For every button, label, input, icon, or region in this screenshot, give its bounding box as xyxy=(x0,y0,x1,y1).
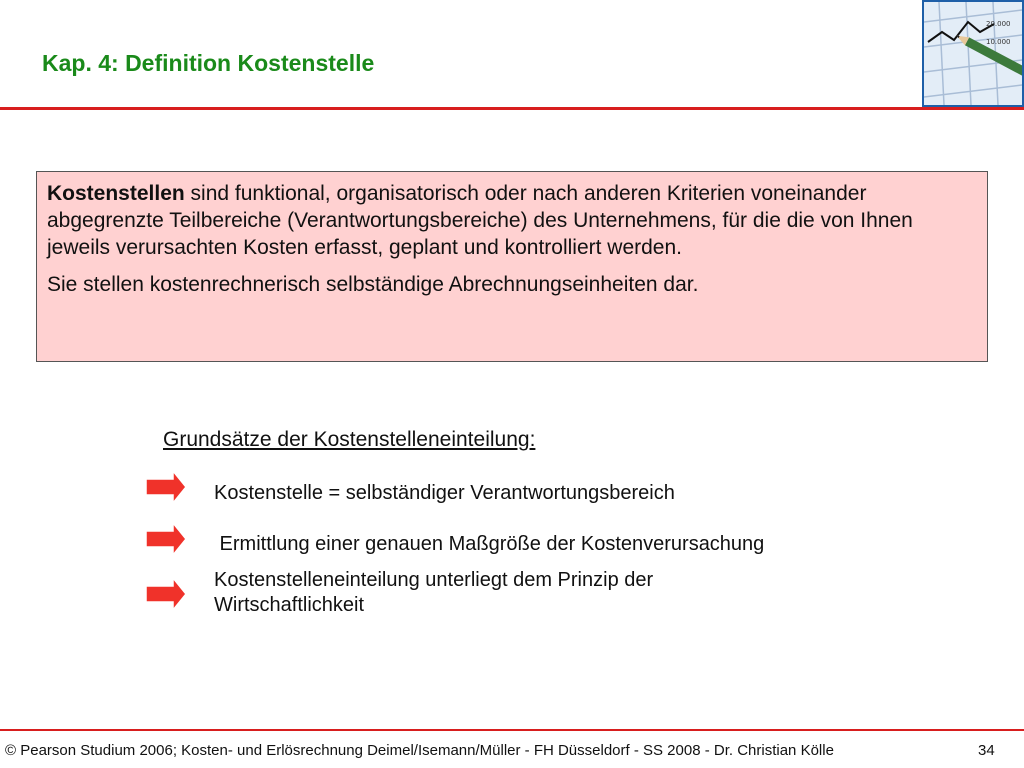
arrow-icon xyxy=(145,522,187,556)
arrow-icon xyxy=(145,470,187,504)
principles-heading: Grundsätze der Kostenstelleneinteilung: xyxy=(163,428,536,451)
definition-text: sind funktional, organisatorisch oder nach anderen Kriterien voneinander abgegrenzte Teilbereiche (Verantwortungsbereiche) des Unternehmens, für die die von Ihnen jeweils verursachten Kosten erfasst, geplant und kontrolliert werden. xyxy=(47,182,913,259)
footer-divider xyxy=(0,729,1024,731)
definition-second-paragraph: Sie stellen kostenrechnerisch selbständige Abrechnungseinheiten dar. xyxy=(47,273,699,296)
definition-paragraph xyxy=(47,180,977,261)
definition-term: Kostenstellen xyxy=(47,182,185,205)
slide-title: Kap. 4: Definition Kostenstelle xyxy=(42,50,375,76)
arrow-icon xyxy=(145,577,187,611)
footer-text: © Pearson Studium 2006; Kosten- und Erlösrechnung Deimel/Isemann/Müller - FH Düsseldorf - SS 2008 - Dr. Christian Kölle xyxy=(5,742,834,759)
header-divider xyxy=(0,107,1024,110)
logo-value-2: 10.000 xyxy=(986,38,1011,46)
principle-item-3: Kostenstelleneinteilung unterliegt dem Prinzip der Wirtschaftlichkeit xyxy=(214,569,654,616)
principle-item-2: Ermittlung einer genauen Maßgröße der Kostenverursachung xyxy=(214,533,765,555)
definition-box xyxy=(36,171,988,362)
principle-item-1: Kostenstelle = selbständiger Verantwortungsbereich xyxy=(214,482,675,504)
page-number: 34 xyxy=(978,742,995,759)
logo-value-1: 20.000 xyxy=(986,20,1011,28)
chart-pencil-logo xyxy=(922,0,1024,107)
